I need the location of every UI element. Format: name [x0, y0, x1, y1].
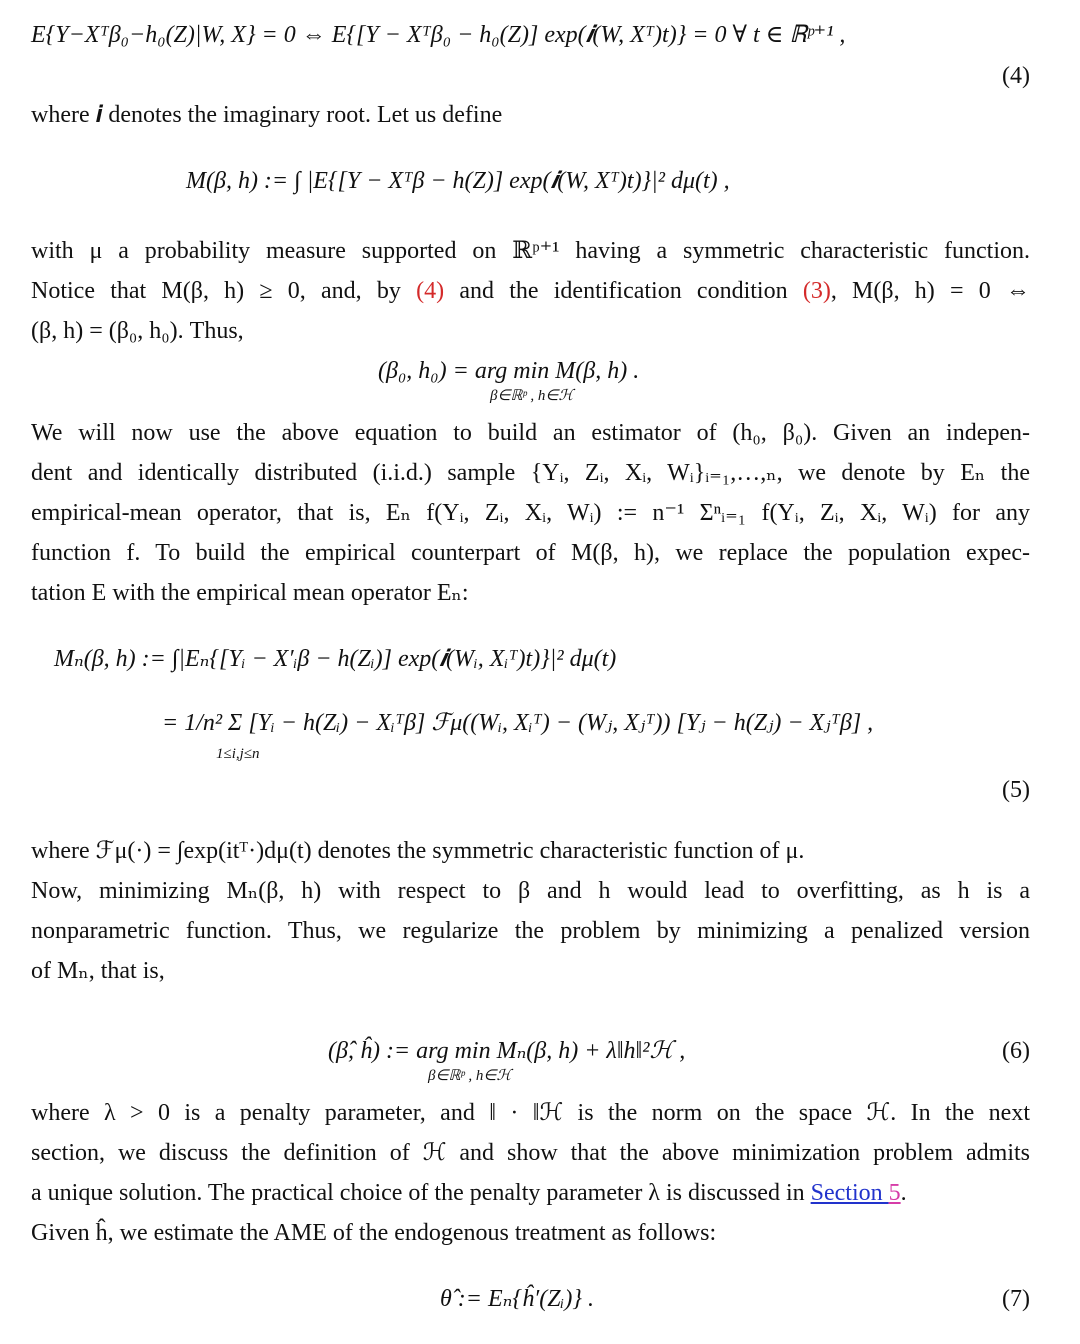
paragraph-line: section, we discuss the definition of ℋ and show that the above minimization problem admits	[31, 1140, 1030, 1166]
paragraph-line: where 𝒊 denotes the imaginary root. Let us define	[31, 102, 503, 128]
paragraph-line: with μ a probability measure supported on ℝᵖ⁺¹ having a symmetric characteristic function.	[31, 238, 1030, 264]
equation-6: (β̂, ĥ) := arg min Mₙ(β, h) + λ‖h‖²ℋ ,	[328, 1038, 686, 1064]
paragraph-line: We will now use the above equation to build an estimator of (h₀, β₀). Given an indepen-	[31, 420, 1030, 446]
section-link[interactable]: Section	[810, 1180, 889, 1206]
paragraph-line: (β, h) = (β₀, h₀). Thus,	[31, 318, 244, 344]
argmin-subscript: β∈ℝᵖ , h∈ℋ	[428, 1068, 512, 1084]
section-link-number[interactable]: 5	[888, 1180, 901, 1206]
paragraph-line: empirical-mean operator, that is, Eₙ f(Yᵢ, Zᵢ, Xᵢ, Wᵢ) := n⁻¹ Σⁿᵢ₌₁ f(Yᵢ, Zᵢ, Xᵢ, Wᵢ) for any	[31, 500, 1030, 526]
equation-number-5: (5)	[1002, 777, 1030, 803]
equation-ref-3[interactable]: (3)	[802, 278, 831, 304]
equation-7: θ̂ := Eₙ{ĥ′(Zᵢ)} .	[440, 1286, 594, 1312]
text: a unique solution. The practical choice of the penalty parameter λ is discussed in	[31, 1180, 811, 1206]
argmin-subscript: β∈ℝᵖ , h∈ℋ	[490, 388, 574, 404]
equation-argmin: (β₀, h₀) = arg min M(β, h) .	[378, 358, 640, 384]
paragraph-line: tation E with the empirical mean operator Eₙ:	[31, 580, 469, 606]
text: Notice that M(β, h) ≥ 0, and, by	[31, 278, 417, 304]
paragraph-line: where λ > 0 is a penalty parameter, and ‖ · ‖ℋ is the norm on the space ℋ. In the next	[31, 1100, 1030, 1126]
equation-ref-4[interactable]: (4)	[416, 278, 445, 304]
paragraph-line: Given ĥ, we estimate the AME of the endogenous treatment as follows:	[31, 1220, 717, 1246]
equation-number-7: (7)	[1002, 1286, 1030, 1312]
text: .	[900, 1180, 907, 1206]
paragraph-line: where ℱμ(·) = ∫exp(itᵀ·)dμ(t) denotes the symmetric characteristic function of μ.	[31, 838, 805, 864]
equation-number-4: (4)	[1002, 63, 1030, 89]
paragraph-line: function f. To build the empirical counterpart of M(β, h), we replace the population expec-	[31, 540, 1030, 566]
equation-4: E{Y−Xᵀβ₀−h₀(Z)|W, X} = 0 ⇔ E{[Y − Xᵀβ₀ − h₀(Z)] exp(𝒊(W, Xᵀ)t)} = 0 ∀ t ∈ ℝᵖ⁺¹ ,	[31, 22, 846, 48]
equation-M: M(β, h) := ∫ |E{[Y − Xᵀβ − h(Z)] exp(𝒊(W, Xᵀ)t)}|² dμ(t) ,	[186, 168, 730, 194]
paragraph-line: of Mₙ, that is,	[31, 958, 165, 984]
paragraph-line	[31, 1178, 1030, 1208]
equation-number-6: (6)	[1002, 1038, 1030, 1064]
text: , M(β, h) = 0 ⇔	[830, 278, 1031, 304]
paragraph-line: dent and identically distributed (i.i.d.) sample {Yᵢ, Zᵢ, Xᵢ, Wᵢ}ᵢ₌₁,…,ₙ, we denote by Eₙ the	[31, 460, 1030, 486]
equation-5-line1: Mₙ(β, h) := ∫|Eₙ{[Yᵢ − X′ᵢβ − h(Zᵢ)] exp(𝒊(Wᵢ, Xᵢᵀ)t)}|² dμ(t)	[54, 646, 617, 672]
paragraph-line: nonparametric function. Thus, we regularize the problem by minimizing a penalized version	[31, 918, 1030, 944]
text: and the identification condition	[444, 278, 803, 304]
paragraph-line	[31, 276, 1030, 306]
paragraph-line: Now, minimizing Mₙ(β, h) with respect to β and h would lead to overfitting, as h is a	[31, 878, 1030, 904]
sum-subscript: 1≤i,j≤n	[216, 746, 260, 762]
equation-5-line2: = 1/n² Σ [Yᵢ − h(Zᵢ) − Xᵢᵀβ] ℱμ((Wᵢ, Xᵢᵀ) − (Wⱼ, Xⱼᵀ)) [Yⱼ − h(Zⱼ) − Xⱼᵀβ] ,	[162, 710, 874, 736]
